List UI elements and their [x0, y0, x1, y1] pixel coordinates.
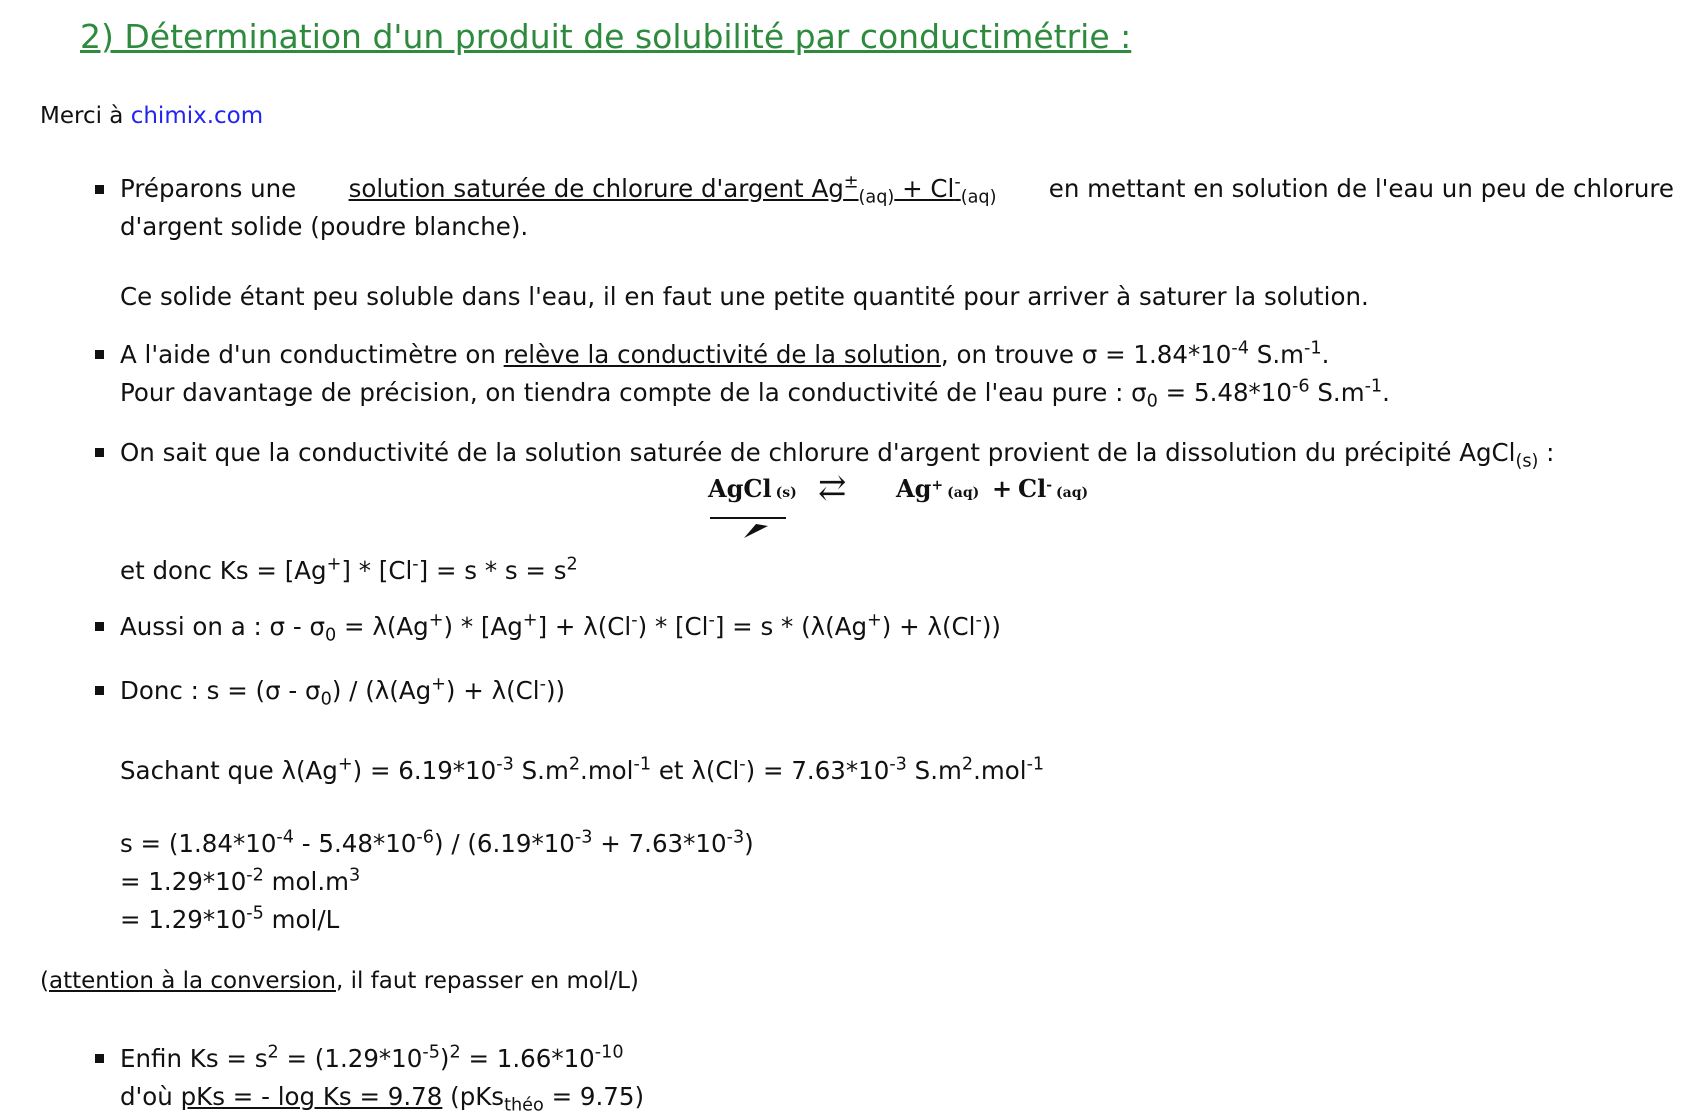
equilibrium-arrows-icon: ⇄ [818, 468, 847, 508]
reaction-plus: + [992, 474, 1013, 503]
bullet-1-line-1: Préparons une solution saturée de chlorure d'argent $Ag^\pm_{(aq)} + Cl^-_{(aq)}$ en mettant en solution de l'eau un peu de chlorure [120, 170, 1674, 208]
bullet-5: Donc : $s = (\sigma - \sigma_0) / (\lambda(Ag^+) + \lambda(Cl^-))$ [120, 674, 566, 710]
calc-line-3: = $1.29*10^{-5}$ mol/L [120, 903, 340, 934]
bullet-2-line-1: A l'aide d'un conductimètre on relève la conductivité de la solution, on trouve $\sigma = 1.84*10^{-4}$ $S.m^{-1}$. [120, 338, 1330, 369]
bullet-icon [95, 185, 104, 194]
bullet-2 [120, 336, 1390, 412]
calculation-block [120, 825, 754, 939]
chimix-link[interactable]: chimix.com [130, 103, 264, 129]
reaction-equation-image [700, 470, 1100, 540]
page-title: 2) Détermination d'un produit de solubilité par conductimétrie : [80, 17, 1132, 56]
bullet-6-line-1: Enfin $Ks = s^2 = (1.29*10^{-5})^2 = 1.66*10^{-10}$ [120, 1042, 624, 1073]
precipitate-arrow-icon [708, 510, 788, 540]
bullet-3: On sait que la conductivité de la solution saturée de chlorure d'argent provient de la dissolution du précipité AgCl$_{(s)}$ : [120, 438, 1555, 472]
bullet-icon [95, 448, 104, 457]
reaction-right-2: Cl- (aq) [1018, 474, 1089, 503]
reaction-left: AgCl (s) [708, 474, 797, 503]
bullet-6-line-2: d'où pKs = - log Ks = 9.78 (pKs$_{théo}$ = 9.75) [120, 1082, 645, 1112]
conversion-note: (attention à la conversion, il faut repasser en mol/L) [40, 968, 639, 994]
bullet-1 [120, 170, 1674, 246]
bullet-6 [120, 1040, 644, 1112]
bullet-2-line-2: Pour davantage de précision, on tiendra compte de la conductivité de l'eau pure : $\sigma_0 = 5.48*10^{-6}$ $S.m^{-1}$. [120, 376, 1390, 412]
bullet-icon [95, 1054, 104, 1063]
bullet-icon [95, 686, 104, 695]
calc-line-1: $s = (1.84*10^{-4} - 5.48*10^{-6}) / (6.19*10^{-3} + 7.63*10^{-3})$ [120, 827, 754, 858]
reaction-right-1: Ag+ (aq) [896, 474, 980, 503]
ks-expression: et donc $Ks = [Ag^+] * [Cl^-] = s * s = s^2$ [120, 554, 578, 585]
credit-line [40, 100, 263, 132]
conductivity-underline: relève la conductivité de la solution [503, 340, 941, 369]
saturated-solution-link: solution saturée de chlorure d'argent $Ag^\pm_{(aq)} + Cl^-_{(aq)}$ [348, 172, 997, 208]
conversion-underline: attention à la conversion [48, 968, 336, 994]
bullet-4: Aussi on a : $\sigma - \sigma_0 = \lambda(Ag^+) * [Ag^+] + \lambda(Cl^-) * [Cl^-] = s * (\lambda(Ag^+) + \lambda(Cl^-))$ [120, 610, 1001, 646]
solubility-paragraph: Ce solide étant peu soluble dans l'eau, il en faut une petite quantité pour arriver à saturer la solution. [120, 282, 1369, 311]
bullet-icon [95, 622, 104, 631]
pks-underline: pKs = - log Ks = 9.78 [180, 1082, 443, 1111]
bullet-icon [95, 350, 104, 359]
lambda-values: Sachant que $\lambda(Ag^+) = 6.19*10^{-3}$ $S.m^2.mol^{-1}$ et $\lambda(Cl^-) = 7.63*10^{-3}$ $S.m^2.mol^{-1}$ [120, 754, 1045, 785]
calc-line-2: = $1.29*10^{-2}$ $mol.m^3$ [120, 865, 361, 896]
credit-prefix: Merci à [40, 103, 131, 129]
bullet-1-line-2: d'argent solide (poudre blanche). [120, 212, 529, 241]
